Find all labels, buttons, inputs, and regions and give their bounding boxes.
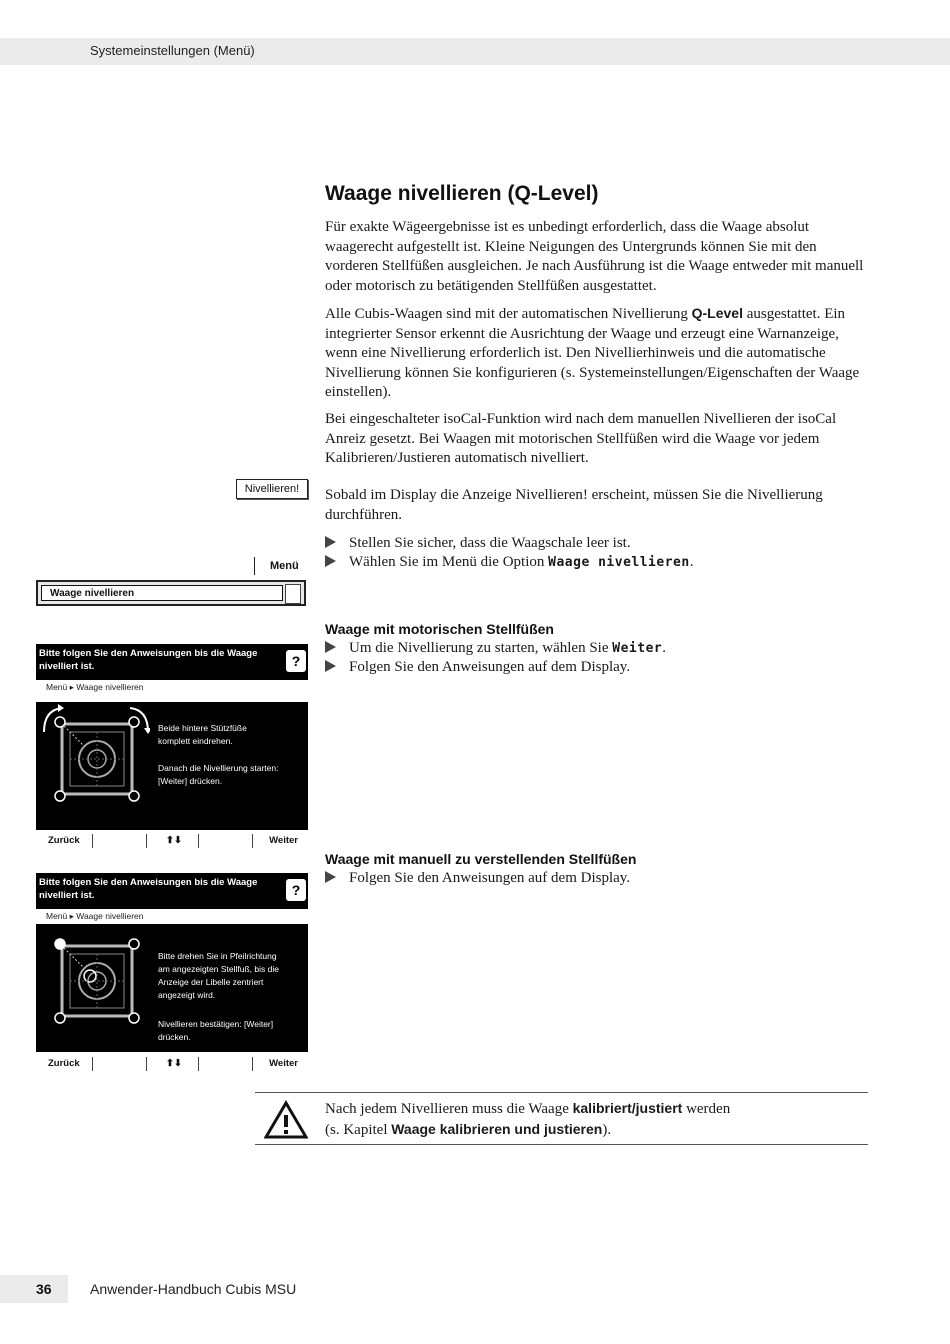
back-softkey[interactable]: Zurück [48,835,80,846]
screen-text-line: [Weiter] drücken. [158,776,223,786]
text-span: ausgestattet. Ein integrierter Sensor erkennt die Ausrichtung der Waage und erzeugt eine Warnanzeige, wenn eine Nivellierung erforderlich ist. Den Nivellierhinweis und die automatische Nivellierung können Sie konfigurieren (s. Systemeinstellungen/Eigenschaften der Waage einstellen). [325,306,860,400]
page-number: 36 [36,1281,52,1297]
screen-header [36,644,308,680]
text-span: werden [682,1101,731,1117]
menu-list [36,580,306,606]
screen-header-line: nivelliert ist. [39,661,95,672]
divider [146,1057,147,1071]
display-screen-motor [36,644,308,852]
nivellieren-button[interactable]: Nivellieren! [236,479,308,499]
arrow-right-icon [325,660,336,672]
step-list-item [325,534,870,554]
help-icon[interactable]: ? [286,879,306,901]
divider [92,1057,93,1071]
text-span: Nach jedem Nivellieren muss die Waage [325,1101,573,1117]
step-text: Folgen Sie den Anweisungen auf dem Display. [349,870,631,886]
warning-top-rule [255,1092,868,1093]
screen-text-line: Bitte drehen Sie in Pfeilrichtung [158,951,277,961]
text-span: Alle Cubis-Waagen sind mit der automatischen Nivellierung [325,306,692,322]
screen-text-line: Nivellieren bestätigen: [Weiter] [158,1019,274,1029]
back-softkey[interactable]: Zurück [48,1058,80,1069]
screen-text-line: Beide hintere Stützfüße [158,723,247,733]
screen-text-line: Anzeige der Libelle zentriert [158,977,264,987]
divider [198,1057,199,1071]
screen-header [36,873,308,909]
step-text: Folgen Sie den Anweisungen auf dem Display. [349,659,631,675]
step-text: . [689,554,694,570]
arrow-right-icon [325,641,336,653]
intro-paragraph: Für exakte Wägeergebnisse ist es unbedingt erforderlich, dass die Waage absolut waagerecht aufgestellt ist. Kleine Neigungen des Untergrunds können Sie mit den vorderen Stellfüßen ausgleichen. Je nach Ausführung ist die Waage entweder mit manuell oder motorisch zu betätigenden Stellfüßen ausgestattet. [325,219,864,294]
help-icon[interactable]: ? [286,650,306,672]
chapter-reference: Waage kalibrieren und justieren [391,1120,603,1137]
arrow-right-icon [325,536,336,548]
step-text: . [662,640,666,656]
breadcrumb: Menü ▸ Waage nivellieren [46,911,144,921]
screen-text-line: Danach die Nivellierung starten: [158,763,279,773]
softkey-bar [36,1054,308,1074]
scrollbar[interactable] [285,584,301,604]
warning-line [325,1120,870,1141]
text-span: ). [602,1121,612,1138]
divider [252,834,253,848]
weiter-code: Weiter [612,641,663,656]
menu-item-waage-nivellieren[interactable]: Waage nivellieren [41,585,283,601]
section-header: Systemeinstellungen (Menü) [90,43,255,58]
step-list-item [325,869,870,889]
step-list-item [325,639,870,659]
menu-option-code: Waage nivellieren [548,555,690,570]
up-down-arrows-icon[interactable]: ⬆⬇ [166,835,182,846]
up-down-arrows-icon[interactable]: ⬆⬇ [166,1058,182,1069]
screen-instruction [158,722,306,748]
isocal-paragraph: Bei eingeschalteter isoCal-Funktion wird nach dem manuellen Nivellieren der isoCal Anreiz gesetzt. Bei Waagen mit motorischen Stellfüßen wird die Waage vor jedem Kalibrieren/Justieren automatisch nivelliert. [325,411,837,466]
screen-instruction [158,762,306,788]
step-text: Wählen Sie im Menü die Option [349,554,549,570]
screen-header-line: Bitte folgen Sie den Anweisungen bis die Waage [39,648,258,659]
divider [252,1057,253,1071]
divider [92,834,93,848]
motor-heading: Waage mit motorischen Stellfüßen [325,621,554,637]
screen-header-line: Bitte folgen Sie den Anweisungen bis die Waage [39,877,258,888]
screen-instruction [158,950,306,1002]
manual-heading: Waage mit manuell zu verstellenden Stellfüßen [325,851,637,867]
warning-text [325,1099,870,1140]
warning-line [325,1099,870,1120]
leveling-illustration-panel [36,924,308,1052]
nivellieren-paragraph: Sobald im Display die Anzeige Nivellieren! erscheint, müssen Sie die Nivellierung durchführen. [325,487,823,523]
screen-text-line: am angezeigten Stellfuß, bis die [158,964,279,974]
step-list-item [325,658,870,678]
emphasis: kalibriert/justiert [572,1100,683,1116]
next-softkey[interactable]: Weiter [269,835,298,846]
display-screen-manual [36,873,308,1081]
menu-button[interactable]: Menü [254,557,299,575]
step-text: Um die Nivellierung zu starten, wählen Sie [349,640,613,656]
balance-leveling-icon [40,924,150,1050]
arrow-right-icon [325,555,336,567]
page-title: Waage nivellieren (Q-Level) [325,182,599,205]
divider [146,834,147,848]
divider [198,834,199,848]
qlevel-term: Q-Level [691,305,743,321]
warning-bottom-rule [255,1144,868,1145]
text-span: (s. Kapitel [325,1121,392,1138]
qlevel-paragraph [325,304,870,403]
step-list-item [325,553,870,573]
screen-header-line: nivelliert ist. [39,890,95,901]
footer-title: Anwender-Handbuch Cubis MSU [90,1281,297,1297]
leveling-illustration-panel [36,702,308,830]
screen-text-line: drücken. [158,1032,191,1042]
softkey-bar [36,831,308,851]
screen-instruction [158,1018,306,1044]
arrow-right-icon [325,871,336,883]
warning-triangle-icon [264,1100,308,1140]
breadcrumb: Menü ▸ Waage nivellieren [46,682,144,692]
screen-text-line: angezeigt wird. [158,990,216,1000]
step-text: Stellen Sie sicher, dass die Waagschale leer ist. [349,535,631,551]
screen-text-line: komplett eindrehen. [158,736,233,746]
next-softkey[interactable]: Weiter [269,1058,298,1069]
page-number-bar [0,1275,68,1303]
balance-leveling-icon [40,702,150,828]
